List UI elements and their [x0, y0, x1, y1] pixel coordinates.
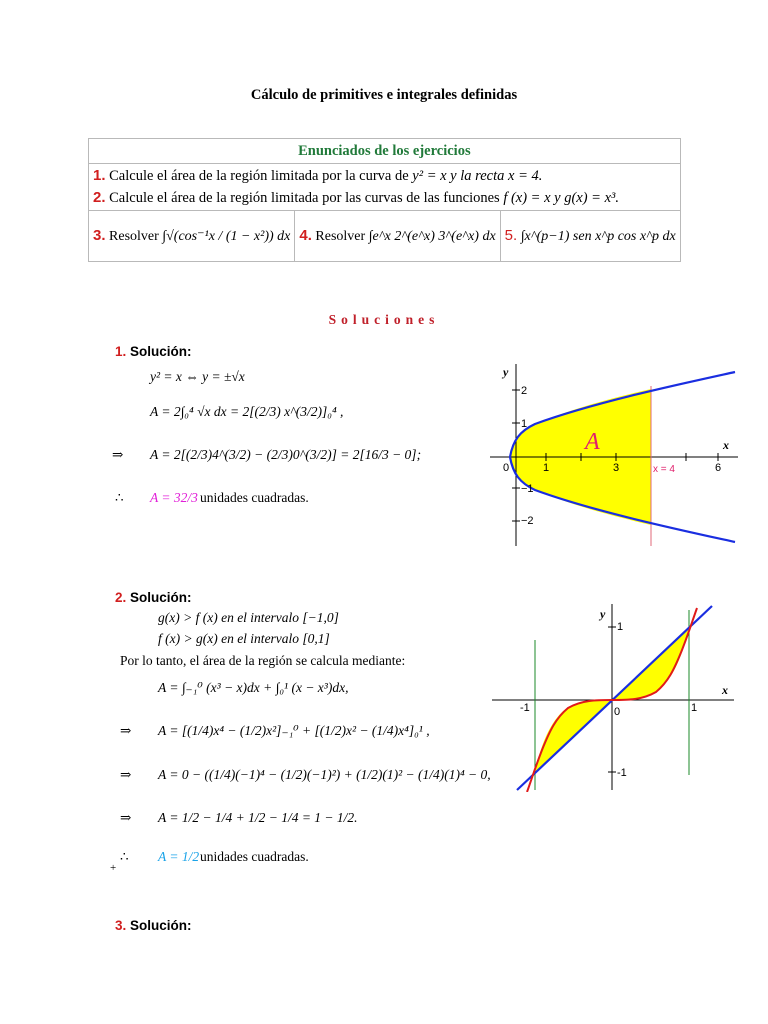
exercise-2 [93, 187, 676, 209]
solution-3-number: 3. [115, 918, 127, 933]
graph-1-tick-y-2: 2 [521, 385, 528, 397]
solution-1-title: Solución: [130, 344, 192, 359]
exercises-header: Enunciados de los ejercicios [89, 139, 681, 164]
exercise-5 [500, 211, 680, 262]
solution-2-units: unidades cuadradas. [200, 849, 309, 864]
solution-2-result: A = 1/2 [158, 849, 200, 864]
solution-1-therefore: ∴ [115, 490, 124, 505]
solution-2-line-6: A = 0 − ((1/4)(−1)⁴ − (1/2)(−1)²) + (1/2)(1)² − (1/4)(1)⁴ − 0, [158, 767, 491, 782]
graph-1-tick-x-6: 6 [715, 462, 722, 474]
solution-1-line-1: y² = x ⇔ y = ±√x [150, 369, 245, 384]
solution-2-line-7: A = 1/2 − 1/4 + 1/2 − 1/4 = 1 − 1/2. [158, 810, 358, 825]
graph-1 [485, 358, 740, 550]
exercise-5-number: 5. [504, 227, 518, 244]
exercises-table [88, 138, 681, 262]
graph-2 [490, 600, 738, 792]
solution-2-plus: + [110, 862, 117, 874]
solution-2-title: Solución: [130, 590, 192, 605]
exercise-1-math: y² = x y la recta x = 4. [412, 168, 543, 184]
solution-1-label [115, 344, 192, 359]
graph-1-y-label: y [503, 365, 509, 379]
solution-2-line-4: A = ∫₋₁⁰ (x³ − x)dx + ∫₀¹ (x − x³)dx, [158, 680, 349, 695]
graph-1-x-label: x [723, 438, 729, 452]
solution-2-line-1: g(x) > f (x) en el intervalo [−1,0] [158, 610, 339, 625]
solution-1-line-2: A = 2∫₀⁴ √x dx = 2[(2/3) x^(3/2)]₀⁴ , [150, 404, 344, 419]
solution-2-arrow-2: ⇒ [120, 767, 132, 782]
solution-3-title: Solución: [130, 918, 192, 933]
exercise-3-number: 3. [93, 227, 106, 244]
graph-1-tick-y-neg1: −1 [521, 483, 534, 495]
solution-1-line-3: A = 2[(2/3)4^(3/2) − (2/3)0^(3/2)] = 2[16/3 − 0]; [150, 447, 422, 462]
graph-2-x-label: x [722, 683, 728, 697]
exercise-2-text: Calcule el área de la región limitada por las curvas de las funciones [109, 190, 500, 206]
solution-2-label [115, 590, 192, 605]
graph-2-y-label: y [600, 607, 606, 621]
exercise-1-number: 1. [93, 167, 106, 184]
graph-1-tick-y-neg2: −2 [521, 515, 534, 527]
exercise-2-math: f (x) = x y g(x) = x³. [503, 190, 620, 206]
graph-1-tick-x-1: 1 [543, 462, 550, 474]
exercise-3-math: ∫√(cos⁻¹x / (1 − x²)) dx [162, 229, 291, 244]
exercise-3 [89, 211, 295, 262]
solution-2-therefore: ∴ [120, 849, 129, 864]
solution-1-result: A = 32/3 [150, 490, 198, 505]
graph-2-tick-x-neg1: -1 [520, 702, 530, 714]
graph-1-tick-x-3: 3 [613, 462, 620, 474]
graph-2-tick-y-neg1: -1 [617, 767, 627, 779]
exercise-2-number: 2. [93, 189, 106, 206]
solution-2-arrow-1: ⇒ [120, 723, 132, 738]
solution-1-units: unidades cuadradas. [200, 490, 309, 505]
solution-2-number: 2. [115, 590, 127, 605]
graph-1-tick-x-0: 0 [503, 462, 510, 474]
solution-2-arrow-3: ⇒ [120, 810, 132, 825]
exercise-4-math: ∫e^x 2^(e^x) 3^(e^x) dx [368, 229, 496, 244]
solution-3-label [115, 918, 192, 933]
graph-2-tick-y-1: 1 [617, 621, 624, 633]
exercise-1 [93, 165, 676, 187]
exercise-3-text: Resolver [109, 229, 159, 244]
exercise-4 [295, 211, 500, 262]
solution-2-line-5: A = [(1/4)x⁴ − (1/2)x²]₋₁⁰ + [(1/2)x² − (1/4)x⁴]₀¹ , [158, 723, 430, 738]
graph-1-line-label: x = 4 [653, 464, 675, 475]
graph-2-tick-x-1: 1 [691, 702, 698, 714]
solutions-heading: Soluciones [328, 312, 440, 327]
page-title: Cálculo de primitives e integrales definidas [250, 87, 518, 103]
graph-2-line-y-eq-x [517, 606, 712, 790]
solution-2-line-3: Por lo tanto, el área de la región se calcula mediante: [120, 653, 406, 668]
exercises-1-2 [89, 164, 681, 211]
exercise-1-text: Calcule el área de la región limitada por la curva de [109, 168, 409, 184]
exercise-4-text: Resolver [315, 229, 366, 244]
graph-1-region-label: A [585, 429, 600, 455]
solution-2-line-2: f (x) > g(x) en el intervalo [0,1] [158, 631, 330, 646]
solution-1-number: 1. [115, 344, 127, 359]
exercise-5-math: ∫x^(p−1) sen x^p cos x^p dx [520, 229, 676, 244]
graph-2-tick-x-0: 0 [614, 706, 621, 718]
graph-1-tick-y-1: 1 [521, 418, 528, 430]
exercise-4-number: 4. [299, 227, 312, 244]
solution-1-arrow: ⇒ [112, 447, 124, 462]
